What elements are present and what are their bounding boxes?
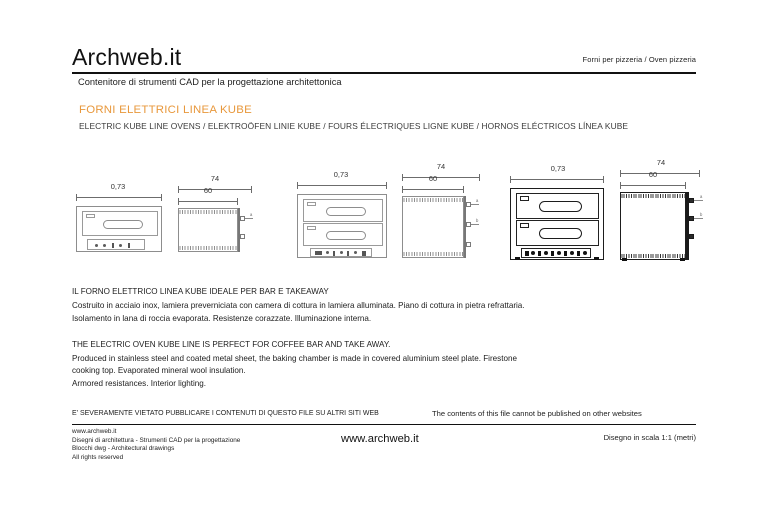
detail-marker: a [250,212,253,217]
leader-line [694,200,703,201]
dim-label-depth-side: 60 [428,174,438,183]
control-knob [103,244,106,247]
oven-body-side [620,192,686,260]
leader-line [471,204,479,205]
control-knob [119,244,122,247]
control-switch [538,251,541,256]
footer-website-link[interactable]: www.archweb.it [341,433,419,445]
hatch-bottom [403,252,463,256]
hatch-bottom [179,246,237,250]
dim-label-depth-side: 60 [203,186,213,195]
rear-spine [238,208,240,252]
chamber-light-1 [520,196,529,201]
dim-label-width-side: 74 [656,158,666,167]
control-panel [521,248,591,258]
chamber-handle-1 [326,207,366,216]
site-tagline: Contenitore di strumenti CAD per la progettazione architettonica [78,77,342,87]
chamber-1 [516,193,599,219]
hatch-top [179,210,237,214]
page-title-translations: ELECTRIC KUBE LINE OVENS / ELEKTROÖFEN LINIE KUBE / FOURS ÉLECTRIQUES LIGNE KUBE / HORNOS ELÉCTRICOS LÍNEA KUBE [79,121,629,131]
chamber-2 [303,223,383,246]
control-panel [310,248,372,257]
description-en-heading: THE ELECTRIC OVEN KUBE LINE IS PERFECT FOR COFFEE BAR AND TAKE AWAY. [72,340,391,349]
oven-foot [622,258,627,261]
footer-site-url: www.archweb.it [72,428,117,435]
control-display [315,251,322,255]
control-knob [544,251,548,255]
control-switch [333,251,335,256]
chamber-handle-1 [103,220,143,229]
control-switch [362,251,366,256]
copyright-notice-en: The contents of this file cannot be published on other websites [432,409,642,418]
control-knob [340,251,343,254]
hatch-top [403,198,463,202]
dim-line-front [76,197,162,198]
description-en-line1: Produced in stainless steel and coated metal sheet, the baking chamber is made in covered aluminium steel plate. Firestone [72,354,517,363]
leader-line [245,218,253,219]
chamber-light-2 [307,226,316,230]
rear-connector [240,234,245,239]
drawing-area [0,150,768,285]
detail-marker: a [476,198,479,203]
control-switch [564,251,567,256]
description-it-line2: Isolamento in lana di roccia evaporata. Resistenze corazzate. Illuminazione interna. [72,314,372,323]
rear-connector [466,242,471,247]
leader-line [471,224,479,225]
dim-label-depth-side: 60 [648,170,658,179]
detail-marker: b [700,212,703,217]
oven-foot [680,258,685,261]
oven-foot [515,257,520,260]
hatch-top [621,194,685,198]
dim-line-front [510,179,604,180]
page-title: FORNI ELETTRICI LINEA KUBE [79,104,252,116]
footer-line-3: Blocchi dwg - Architectural drawings [72,445,175,453]
control-knob [583,251,587,255]
oven-body-front [76,206,162,252]
description-it-heading: IL FORNO ELETTRICO LINEA KUBE IDEALE PER BAR E TAKEAWAY [72,287,329,296]
control-switch [525,251,529,256]
control-switch [577,251,580,256]
footer-info-block [72,428,240,462]
footer-line-2: Disegni di architettura - Strumenti CAD per la progettazione [72,436,241,444]
control-knob [557,251,561,255]
chamber-2 [516,220,599,246]
chamber-light-2 [520,223,529,228]
dim-label-width-front: 0,73 [110,182,126,191]
description-en-line3: Armored resistances. Interior lighting. [72,379,207,388]
oven-body-front [297,194,387,258]
dim-label-width-front: 0,73 [550,164,566,173]
control-panel [87,239,145,250]
footer-scale-note: Disegno in scala 1:1 (metri) [603,433,696,442]
description-en-line2: cooking top. Evaporated mineral wool insulation. [72,366,246,375]
footer-line-4: All rights reserved [72,453,124,461]
dim-label-width-side: 74 [436,162,446,171]
control-knob [570,251,574,255]
header-divider [72,72,696,74]
control-knob [95,244,98,247]
footer-divider [72,424,696,425]
chamber-1 [82,211,158,236]
dim-line-front [297,185,387,186]
dim-line-side-depth [620,185,686,186]
control-switch [347,251,349,256]
oven-body-side [178,208,238,252]
oven-foot [594,257,599,260]
dim-line-side-depth [178,201,238,202]
control-switch [128,243,130,248]
hatch-bottom [621,254,685,258]
chamber-light-1 [307,202,316,206]
oven-body-side [402,196,464,258]
sheet-category: Forni per pizzeria / Oven pizzeria [582,55,696,64]
control-knob [531,251,535,255]
oven-body-front [510,188,604,260]
control-switch [112,243,114,248]
brand-logo: Archweb.it [72,44,182,70]
chamber-handle-1 [539,201,582,212]
control-knob [354,251,357,254]
rear-connector [689,234,694,239]
chamber-handle-2 [539,228,582,239]
control-switch [551,251,554,256]
leader-line [694,218,703,219]
dim-label-width-side: 74 [210,174,220,183]
description-it-line1: Costruito in acciaio inox, lamiera preverniciata con camera di cottura in lamiera alluminata. Piano di cottura in pietra refrattaria. [72,301,525,310]
chamber-handle-2 [326,231,366,240]
chamber-light-1 [86,214,95,218]
dim-line-side-depth [402,189,464,190]
chamber-1 [303,199,383,222]
control-knob [326,251,329,254]
dim-label-width-front: 0,73 [333,170,349,179]
copyright-notice-it: E' SEVERAMENTE VIETATO PUBBLICARE I CONTENUTI DI QUESTO FILE SU ALTRI SITI WEB [72,410,379,417]
detail-marker: b [476,218,479,223]
detail-marker: a [700,194,703,199]
